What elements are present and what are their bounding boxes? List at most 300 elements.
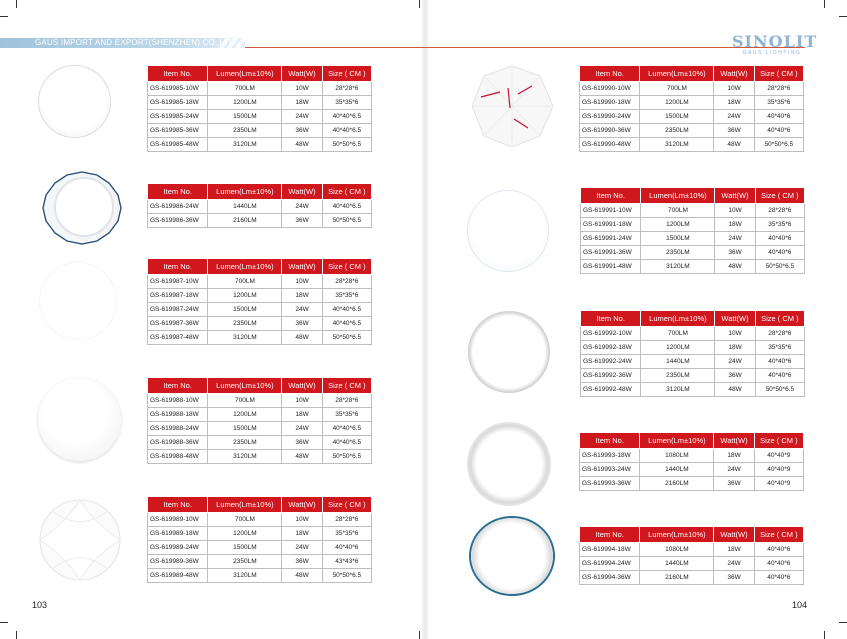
cell-size: 40*40*6 [754,557,803,571]
table-header-row [148,378,372,394]
table-row [581,260,805,274]
cell-size: 43*43*6 [322,555,371,569]
cell-size: 28*28*6 [755,327,804,341]
cell-lumen: 700LM [208,275,282,289]
cell-item-no: GS-619988-24W [148,422,208,436]
cell-watt: 24W [715,232,755,246]
cell-lumen: 1500LM [208,541,282,555]
cell-size: 40*40*6.5 [322,317,371,331]
cell-size: 40*40*9 [754,449,803,463]
cell-size: 28*28*6 [755,204,804,218]
cell-watt: 24W [714,110,754,124]
cell-size: 35*35*6 [322,408,371,422]
cell-size: 28*28*6 [754,82,803,96]
cell-item-no: GS-619993-18W [580,449,640,463]
spec-table-619993 [579,432,804,491]
cell-size: 50*50*6.5 [755,383,804,397]
cell-size: 50*50*6.5 [322,214,371,228]
cell-item-no: GS-619989-24W [148,541,208,555]
cell-item-no: GS-619990-48W [580,138,640,152]
table-row [148,331,372,345]
cell-item-no: GS-619990-36W [580,124,640,138]
cell-watt: 24W [714,463,754,477]
cell-item-no: GS-619987-24W [148,303,208,317]
cell-size: 40*40*9 [754,463,803,477]
cell-size: 40*40*6 [754,110,803,124]
table-header-row [581,188,805,204]
logo-sub-text: GAUS LIGHTING [742,50,802,56]
cell-item-no: GS-619991-48W [581,260,641,274]
table-row [148,138,372,152]
cell-watt: 10W [282,394,322,408]
logo-main-text: SINOLIT [732,32,818,51]
header-lumen: Lumen(Lm±10%) [640,433,714,449]
header-watt: Watt(W) [282,497,322,513]
cell-watt: 10W [282,513,322,527]
cell-lumen: 1500LM [208,303,282,317]
spec-table-619990 [579,65,804,152]
cell-lumen: 2160LM [208,214,282,228]
page-number-left: 103 [32,600,48,610]
header-size: Size ( CM ) [322,497,371,513]
header-watt: Watt(W) [282,259,322,275]
table-row [580,124,804,138]
cell-item-no: GS-619991-18W [581,218,641,232]
header-item-no: Item No. [148,497,208,513]
cell-watt: 18W [714,449,754,463]
cell-size: 35*35*6 [754,96,803,110]
header-lumen: Lumen(Lm±10%) [208,378,282,394]
header-size: Size ( CM ) [755,311,804,327]
cell-watt: 10W [714,82,754,96]
cell-item-no: GS-619989-18W [148,527,208,541]
lamp-image-619986 [41,170,123,246]
header-item-no: Item No. [580,66,640,82]
cell-item-no: GS-619986-36W [148,214,208,228]
header-lumen: Lumen(Lm±10%) [208,497,282,513]
lamp-image-619991 [468,191,548,271]
cell-watt: 48W [282,138,322,152]
cell-watt: 24W [715,355,755,369]
cell-size: 40*40*9 [754,477,803,491]
cell-size: 40*40*6.5 [322,422,371,436]
cell-size: 40*40*6 [754,543,803,557]
table-row [580,82,804,96]
cell-lumen: 700LM [641,204,715,218]
cell-item-no: GS-619989-10W [148,513,208,527]
header-item-no: Item No. [581,188,641,204]
cell-watt: 36W [714,571,754,585]
cell-size: 28*28*6 [322,513,371,527]
table-row [580,557,804,571]
crop-mark [16,0,17,8]
cell-item-no: GS-619991-36W [581,246,641,260]
cell-watt: 24W [714,557,754,571]
cell-watt: 36W [714,477,754,491]
header-item-no: Item No. [148,259,208,275]
header-watt: Watt(W) [282,184,322,200]
cell-watt: 24W [282,541,322,555]
cell-item-no: GS-619991-10W [581,204,641,218]
table-row [148,275,372,289]
cell-item-no: GS-619992-48W [581,383,641,397]
cell-watt: 24W [282,110,322,124]
cell-watt: 18W [715,341,755,355]
table-row [148,541,372,555]
cell-lumen: 1500LM [641,232,715,246]
cell-item-no: GS-619988-18W [148,408,208,422]
cell-item-no: GS-619987-36W [148,317,208,331]
lamp-image-619989 [38,497,123,582]
table-header-row [148,259,372,275]
cell-size: 50*50*6.5 [322,569,371,583]
cell-item-no: GS-619992-36W [581,369,641,383]
cell-size: 40*40*6 [754,124,803,138]
cell-watt: 36W [715,369,755,383]
cell-watt: 10W [282,275,322,289]
cell-watt: 48W [715,383,755,397]
header-lumen: Lumen(Lm±10%) [641,311,715,327]
header-watt: Watt(W) [282,66,322,82]
table-row [148,394,372,408]
header-size: Size ( CM ) [322,66,371,82]
table-header-row [148,66,372,82]
crop-mark [839,16,847,17]
spec-table-619985 [147,65,372,152]
cell-lumen: 1500LM [208,422,282,436]
header-watt: Watt(W) [714,433,754,449]
header-lumen: Lumen(Lm±10%) [640,527,714,543]
cell-watt: 24W [282,200,322,214]
cell-item-no: GS-619986-24W [148,200,208,214]
cell-lumen: 1200LM [208,527,282,541]
header-item-no: Item No. [580,433,640,449]
cell-lumen: 700LM [208,82,282,96]
cell-lumen: 1440LM [640,463,714,477]
table-header-row [580,433,804,449]
header-size: Size ( CM ) [322,378,371,394]
lamp-image-619987 [40,263,116,339]
cell-lumen: 1200LM [640,96,714,110]
table-row [148,303,372,317]
cell-watt: 48W [714,138,754,152]
header-rule [245,47,805,48]
cell-size: 50*50*6.5 [322,138,371,152]
cell-size: 40*40*6 [755,232,804,246]
header-item-no: Item No. [581,311,641,327]
spec-table-619987 [147,258,372,345]
lamp-image-619994 [471,518,553,594]
crop-mark [419,0,420,8]
cell-size: 35*35*6 [322,527,371,541]
cell-item-no: GS-619993-24W [580,463,640,477]
cell-item-no: GS-619994-36W [580,571,640,585]
cell-size: 35*35*6 [322,96,371,110]
table-header-row [580,66,804,82]
table-row [581,327,805,341]
cell-size: 50*50*6.5 [322,331,371,345]
header-size: Size ( CM ) [755,188,804,204]
table-row [581,341,805,355]
cell-lumen: 1200LM [208,408,282,422]
cell-size: 35*35*6 [755,341,804,355]
header-lumen: Lumen(Lm±10%) [208,259,282,275]
crop-mark [0,622,8,623]
cell-lumen: 2160LM [640,571,714,585]
cell-watt: 18W [282,527,322,541]
spec-table-619992 [580,310,805,397]
cell-lumen: 1440LM [641,355,715,369]
cell-item-no: GS-619988-48W [148,450,208,464]
cell-size: 40*40*6.5 [322,124,371,138]
cell-watt: 18W [282,289,322,303]
cell-lumen: 1200LM [641,341,715,355]
cell-watt: 48W [282,569,322,583]
cell-lumen: 1200LM [641,218,715,232]
table-row [581,246,805,260]
cell-watt: 48W [715,260,755,274]
cell-lumen: 3120LM [208,331,282,345]
cell-lumen: 2350LM [208,124,282,138]
lamp-image-619985 [39,66,110,137]
table-row [581,218,805,232]
header-size: Size ( CM ) [754,66,803,82]
crop-mark [824,631,825,639]
cell-item-no: GS-619987-48W [148,331,208,345]
cell-lumen: 2350LM [641,246,715,260]
table-row [148,450,372,464]
crop-mark [824,0,825,8]
table-row [580,449,804,463]
cell-watt: 18W [715,218,755,232]
table-row [581,355,805,369]
table-row [580,477,804,491]
cell-watt: 18W [282,96,322,110]
header-watt: Watt(W) [715,311,755,327]
cell-lumen: 1500LM [640,110,714,124]
table-row [580,463,804,477]
cell-watt: 24W [282,303,322,317]
cell-lumen: 700LM [208,513,282,527]
table-header-row [148,497,372,513]
cell-size: 28*28*6 [322,394,371,408]
header-size: Size ( CM ) [754,527,803,543]
lamp-image-619990 [470,64,555,149]
table-row [148,96,372,110]
header-watt: Watt(W) [282,378,322,394]
cell-item-no: GS-619985-24W [148,110,208,124]
company-name: GAUS IMPORT AND EXPORT(SHENZHEN) CO.,LTD. [35,38,238,47]
cell-lumen: 3120LM [640,138,714,152]
header-lumen: Lumen(Lm±10%) [641,188,715,204]
table-row [580,571,804,585]
table-row [148,408,372,422]
table-row [581,369,805,383]
cell-watt: 36W [282,214,322,228]
spec-table-619991 [580,187,805,274]
table-row [148,110,372,124]
spec-table-619989 [147,496,372,583]
cell-watt: 18W [714,96,754,110]
cell-lumen: 2350LM [641,369,715,383]
spec-table-619988 [147,377,372,464]
cell-size: 40*40*6 [755,355,804,369]
table-row [148,422,372,436]
cell-size: 40*40*6 [755,369,804,383]
cell-item-no: GS-619985-36W [148,124,208,138]
cell-lumen: 1440LM [640,557,714,571]
cell-item-no: GS-619991-24W [581,232,641,246]
cell-item-no: GS-619992-24W [581,355,641,369]
cell-size: 28*28*6 [322,82,371,96]
cell-item-no: GS-619989-36W [148,555,208,569]
table-row [581,232,805,246]
cell-lumen: 700LM [641,327,715,341]
page-number-right: 104 [792,600,808,610]
cell-lumen: 3120LM [208,569,282,583]
cell-watt: 10W [715,204,755,218]
lamp-image-619993 [467,422,551,506]
header-item-no: Item No. [148,184,208,200]
cell-size: 40*40*6.5 [322,200,371,214]
cell-size: 50*50*6.5 [322,450,371,464]
cell-size: 40*40*6.5 [322,303,371,317]
table-row [148,214,372,228]
cell-watt: 36W [715,246,755,260]
cell-size: 40*40*6.5 [322,110,371,124]
table-row [581,383,805,397]
cell-size: 35*35*6 [755,218,804,232]
cell-lumen: 2350LM [208,317,282,331]
cell-watt: 18W [282,408,322,422]
header-size: Size ( CM ) [322,184,371,200]
table-row [148,317,372,331]
header-item-no: Item No. [148,378,208,394]
cell-lumen: 3120LM [208,138,282,152]
table-row [148,200,372,214]
table-row [580,138,804,152]
header-lumen: Lumen(Lm±10%) [640,66,714,82]
header-watt: Watt(W) [714,66,754,82]
table-row [580,543,804,557]
cell-lumen: 1080LM [640,449,714,463]
table-row [580,110,804,124]
cell-item-no: GS-619989-48W [148,569,208,583]
table-header-row [148,184,372,200]
table-row [581,204,805,218]
cell-item-no: GS-619988-36W [148,436,208,450]
crop-mark [0,16,8,17]
lamp-image-619992 [468,311,550,393]
header-lumen: Lumen(Lm±10%) [208,66,282,82]
cell-watt: 18W [714,543,754,557]
cell-size: 50*50*6.5 [754,138,803,152]
header-size: Size ( CM ) [754,433,803,449]
crop-mark [839,622,847,623]
cell-size: 40*40*6.5 [322,436,371,450]
header-watt: Watt(W) [714,527,754,543]
cell-watt: 10W [715,327,755,341]
cell-size: 50*50*6.5 [755,260,804,274]
header-item-no: Item No. [148,66,208,82]
cell-lumen: 1080LM [640,543,714,557]
header-item-no: Item No. [580,527,640,543]
cell-item-no: GS-619987-10W [148,275,208,289]
cell-lumen: 2160LM [640,477,714,491]
cell-item-no: GS-619993-36W [580,477,640,491]
cell-watt: 10W [282,82,322,96]
cell-lumen: 3120LM [208,450,282,464]
cell-size: 35*35*6 [322,289,371,303]
header-size: Size ( CM ) [322,259,371,275]
cell-size: 40*40*6 [754,571,803,585]
cell-item-no: GS-619990-18W [580,96,640,110]
cell-lumen: 3120LM [641,260,715,274]
cell-watt: 36W [714,124,754,138]
cell-lumen: 1500LM [208,110,282,124]
cell-lumen: 2350LM [208,436,282,450]
cell-lumen: 2350LM [640,124,714,138]
cell-watt: 36W [282,555,322,569]
crop-mark [16,631,17,639]
cell-lumen: 700LM [208,394,282,408]
table-row [148,527,372,541]
table-row [148,436,372,450]
cell-size: 40*40*6 [755,246,804,260]
cell-item-no: GS-619992-18W [581,341,641,355]
page-gutter [422,0,428,639]
cell-watt: 36W [282,436,322,450]
cell-item-no: GS-619988-10W [148,394,208,408]
cell-lumen: 1200LM [208,96,282,110]
cell-lumen: 1440LM [208,200,282,214]
cell-item-no: GS-619985-48W [148,138,208,152]
table-row [148,569,372,583]
cell-lumen: 700LM [640,82,714,96]
cell-item-no: GS-619985-18W [148,96,208,110]
cell-watt: 48W [282,331,322,345]
spec-table-619986 [147,183,372,228]
table-header-row [580,527,804,543]
cell-size: 40*40*6 [322,541,371,555]
table-row [148,82,372,96]
table-row [148,289,372,303]
cell-size: 28*28*6 [322,275,371,289]
cell-lumen: 2350LM [208,555,282,569]
table-row [148,513,372,527]
table-row [580,96,804,110]
cell-lumen: 3120LM [641,383,715,397]
cell-lumen: 1200LM [208,289,282,303]
header-lumen: Lumen(Lm±10%) [208,184,282,200]
table-row [148,124,372,138]
cell-item-no: GS-619994-18W [580,543,640,557]
cell-watt: 48W [282,450,322,464]
cell-item-no: GS-619992-10W [581,327,641,341]
crop-mark [419,631,420,639]
cell-item-no: GS-619990-10W [580,82,640,96]
table-header-row [581,311,805,327]
brand-logo [732,32,818,56]
spec-table-619994 [579,526,804,585]
lamp-image-619988 [38,378,121,461]
cell-item-no: GS-619990-24W [580,110,640,124]
header-watt: Watt(W) [715,188,755,204]
cell-item-no: GS-619985-10W [148,82,208,96]
cell-item-no: GS-619994-24W [580,557,640,571]
cell-item-no: GS-619987-18W [148,289,208,303]
cell-watt: 36W [282,124,322,138]
